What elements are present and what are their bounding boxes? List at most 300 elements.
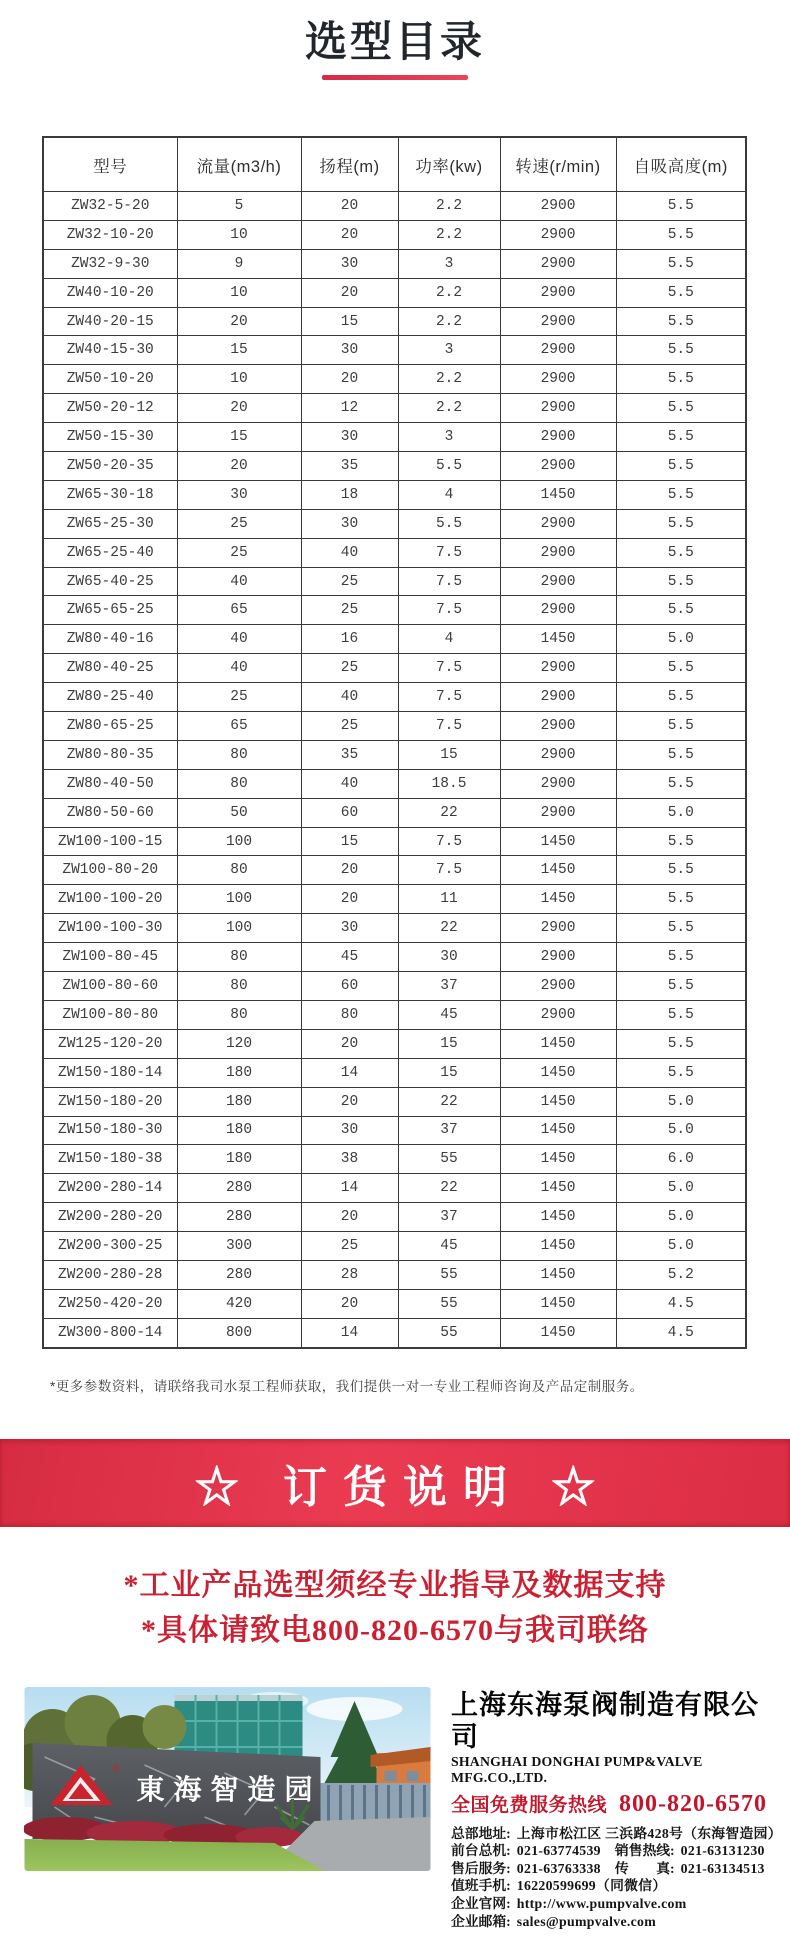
table-cell: 37 — [398, 1116, 500, 1145]
table-cell: 4.5 — [616, 1289, 746, 1318]
table-cell: 22 — [398, 914, 500, 943]
table-cell: ZW200-280-14 — [43, 1174, 177, 1203]
table-cell: ZW32-9-30 — [43, 249, 177, 278]
table-cell: ZW300-800-14 — [43, 1318, 177, 1347]
table-row — [43, 1029, 746, 1058]
table-cell: 2900 — [500, 452, 616, 481]
contact-list — [451, 1825, 782, 1931]
table-cell: 35 — [301, 452, 398, 481]
table-cell: ZW150-180-20 — [43, 1087, 177, 1116]
table-cell: 5.2 — [616, 1260, 746, 1289]
table-cell: 420 — [177, 1289, 301, 1318]
website-link[interactable]: http://www.pumpvalve.com — [516, 1896, 687, 1911]
hotline-label: 全国免费服务热线 — [451, 1794, 608, 1816]
table-cell: ZW100-80-45 — [43, 943, 177, 972]
contact-line — [451, 1895, 782, 1913]
table-cell: 15 — [301, 827, 398, 856]
table-row — [43, 1203, 746, 1232]
table-cell: 1450 — [500, 1289, 616, 1318]
table-cell: 20 — [301, 1203, 398, 1232]
table-cell: 50 — [177, 798, 301, 827]
table-row — [43, 423, 746, 452]
table-cell: 1450 — [500, 1087, 616, 1116]
table-cell: 80 — [177, 1000, 301, 1029]
svg-text:®: ® — [112, 1762, 120, 1773]
table-cell: ZW32-5-20 — [43, 192, 177, 221]
table-cell: 1450 — [500, 827, 616, 856]
table-cell: ZW100-100-30 — [43, 914, 177, 943]
table-row — [43, 1145, 746, 1174]
table-cell: 5.5 — [398, 452, 500, 481]
table-cell: 1450 — [500, 1116, 616, 1145]
table-cell: ZW80-40-16 — [43, 625, 177, 654]
table-cell: 30 — [301, 914, 398, 943]
table-cell: 5.5 — [398, 509, 500, 538]
contact-line — [451, 1877, 782, 1895]
table-row — [43, 1232, 746, 1261]
email-link[interactable]: sales@pumpvalve.com — [516, 1913, 657, 1929]
table-cell: 28 — [301, 1260, 398, 1289]
company-name-cn: 上海东海泵阀制造有限公司 — [451, 1689, 759, 1752]
table-cell: 5.5 — [616, 596, 746, 625]
table-cell: 37 — [398, 1203, 500, 1232]
table-cell: 65 — [177, 712, 301, 741]
table-cell: 4 — [398, 480, 500, 509]
contact-label: 总部地址: — [451, 1825, 511, 1841]
table-cell: 280 — [177, 1203, 301, 1232]
order-notice-line-2: *具体请致电800-820-6570与我司联络 — [141, 1613, 649, 1647]
table-row — [43, 827, 746, 856]
table-cell: 40 — [301, 538, 398, 567]
table-cell: 4.5 — [616, 1318, 746, 1347]
table-cell: ZW100-100-15 — [43, 827, 177, 856]
table-cell: ZW100-80-80 — [43, 1000, 177, 1029]
table-cell: 25 — [177, 538, 301, 567]
table-cell: 3 — [398, 249, 500, 278]
table-cell: 20 — [301, 1289, 398, 1318]
table-cell: 80 — [177, 972, 301, 1001]
table-cell: 55 — [398, 1260, 500, 1289]
table-cell: 5 — [177, 192, 301, 221]
table-cell: 2900 — [500, 249, 616, 278]
table-cell: 40 — [177, 654, 301, 683]
table-cell: 1450 — [500, 1232, 616, 1261]
table-row — [43, 509, 746, 538]
table-cell: 18 — [301, 480, 398, 509]
table-row — [43, 307, 746, 336]
table-cell: 5.5 — [616, 827, 746, 856]
table-header-row — [43, 137, 746, 192]
table-cell: 2900 — [500, 278, 616, 307]
table-cell: 5.5 — [616, 220, 746, 249]
contact-value: 021-63763338 — [516, 1860, 601, 1876]
table-cell: 1450 — [500, 1318, 616, 1347]
table-row — [43, 769, 746, 798]
table-cell: 15 — [398, 1058, 500, 1087]
table-cell: 5.0 — [616, 1232, 746, 1261]
table-cell: 15 — [177, 336, 301, 365]
table-cell: ZW200-280-20 — [43, 1203, 177, 1232]
company-name-en: SHANGHAI DONGHAI PUMP&VALVE MFG.CO.,LTD. — [451, 1753, 703, 1785]
table-cell: ZW150-180-14 — [43, 1058, 177, 1087]
table-row — [43, 1116, 746, 1145]
table-cell: 20 — [177, 394, 301, 423]
table-cell: ZW80-80-35 — [43, 740, 177, 769]
table-cell: 5.5 — [616, 769, 746, 798]
page-title: 选型目录 — [304, 18, 485, 65]
table-cell: 2.2 — [398, 278, 500, 307]
table-cell: ZW32-10-20 — [43, 220, 177, 249]
table-cell: 20 — [301, 885, 398, 914]
photo-gate — [321, 1783, 431, 1821]
table-row — [43, 683, 746, 712]
table-cell: 55 — [398, 1289, 500, 1318]
table-cell: ZW65-25-30 — [43, 509, 177, 538]
table-cell: 2900 — [500, 365, 616, 394]
table-cell: 5.5 — [616, 1029, 746, 1058]
contact-line — [451, 1842, 782, 1860]
contact-label: 企业官网: — [451, 1896, 511, 1911]
table-cell: 7.5 — [398, 538, 500, 567]
table-cell: 15 — [398, 740, 500, 769]
contact-label: 传 真: — [614, 1860, 675, 1876]
service-hotline — [451, 1790, 782, 1818]
table-cell: 120 — [177, 1029, 301, 1058]
table-cell: 25 — [301, 567, 398, 596]
factory-photo — [24, 1687, 431, 1871]
table-row — [43, 567, 746, 596]
contact-line — [451, 1913, 782, 1931]
table-cell: 38 — [301, 1145, 398, 1174]
table-cell: 2.2 — [398, 192, 500, 221]
table-cell: 22 — [398, 1087, 500, 1116]
table-cell: 25 — [301, 712, 398, 741]
table-cell: 180 — [177, 1116, 301, 1145]
table-cell: ZW40-15-30 — [43, 336, 177, 365]
table-cell: 22 — [398, 798, 500, 827]
contact-value: 021-63131230 — [680, 1843, 765, 1859]
table-cell: ZW50-10-20 — [43, 365, 177, 394]
column-header: 转速(r/min) — [500, 137, 616, 192]
table-cell: ZW80-65-25 — [43, 712, 177, 741]
table-cell: 30 — [301, 1116, 398, 1145]
table-cell: 5.5 — [616, 394, 746, 423]
title-section — [0, 0, 790, 80]
contact-value: 021-63774539 — [516, 1843, 601, 1859]
table-cell: 280 — [177, 1260, 301, 1289]
table-cell: 5.5 — [616, 914, 746, 943]
table-cell: 2900 — [500, 192, 616, 221]
table-cell: 2900 — [500, 798, 616, 827]
table-cell: 280 — [177, 1174, 301, 1203]
table-row — [43, 452, 746, 481]
table-cell: 5.0 — [616, 798, 746, 827]
table-row — [43, 1260, 746, 1289]
table-cell: 40 — [177, 625, 301, 654]
table-cell: 1450 — [500, 1029, 616, 1058]
table-row — [43, 1289, 746, 1318]
table-row — [43, 278, 746, 307]
table-cell: 20 — [301, 365, 398, 394]
table-row — [43, 1000, 746, 1029]
table-row — [43, 712, 746, 741]
table-cell: 10 — [177, 278, 301, 307]
table-cell: 1450 — [500, 1058, 616, 1087]
table-cell: 3 — [398, 423, 500, 452]
table-cell: 60 — [301, 798, 398, 827]
table-row — [43, 394, 746, 423]
table-cell: 20 — [301, 856, 398, 885]
table-cell: 55 — [398, 1145, 500, 1174]
table-cell: 5.5 — [616, 972, 746, 1001]
table-cell: 5.5 — [616, 654, 746, 683]
table-cell: 16 — [301, 625, 398, 654]
table-row — [43, 596, 746, 625]
table-cell: 5.5 — [616, 740, 746, 769]
table-cell: 2900 — [500, 567, 616, 596]
table-cell: ZW40-10-20 — [43, 278, 177, 307]
table-cell: 100 — [177, 914, 301, 943]
table-cell: 1450 — [500, 1145, 616, 1174]
table-row — [43, 972, 746, 1001]
table-note: *更多参数资料，请联络我司水泵工程师获取，我们提供一对一专业工程师咨询及产品定制服务。 — [50, 1378, 644, 1394]
table-cell: 5.5 — [616, 278, 746, 307]
table-cell: 180 — [177, 1145, 301, 1174]
table-cell: 15 — [177, 423, 301, 452]
table-cell: 1450 — [500, 1260, 616, 1289]
table-cell: 20 — [301, 220, 398, 249]
table-cell: ZW200-300-25 — [43, 1232, 177, 1261]
table-cell: 5.5 — [616, 452, 746, 481]
table-cell: 20 — [301, 1087, 398, 1116]
table-cell: 40 — [301, 769, 398, 798]
table-cell: 5.0 — [616, 625, 746, 654]
table-cell: 7.5 — [398, 856, 500, 885]
table-cell: 2900 — [500, 943, 616, 972]
table-cell: 30 — [301, 509, 398, 538]
table-cell: 5.5 — [616, 712, 746, 741]
table-cell: ZW50-20-35 — [43, 452, 177, 481]
table-cell: 37 — [398, 972, 500, 1001]
table-cell: 45 — [398, 1000, 500, 1029]
contact-line — [451, 1860, 782, 1878]
table-cell: 1450 — [500, 856, 616, 885]
table-cell: 25 — [301, 596, 398, 625]
table-cell: ZW80-40-50 — [43, 769, 177, 798]
column-header: 流量(m3/h) — [177, 137, 301, 192]
table-cell: ZW100-80-60 — [43, 972, 177, 1001]
table-row — [43, 914, 746, 943]
table-cell: 5.5 — [616, 1000, 746, 1029]
table-row — [43, 365, 746, 394]
order-notice-lines — [0, 1563, 790, 1653]
contact-label: 值班手机: — [451, 1878, 511, 1894]
contact-value: 上海市松江区 三浜路428号（东海智造园） — [516, 1825, 782, 1841]
table-cell: ZW250-420-20 — [43, 1289, 177, 1318]
table-cell: 30 — [301, 249, 398, 278]
footer — [0, 1687, 790, 1931]
table-cell: 45 — [398, 1232, 500, 1261]
table-row — [43, 654, 746, 683]
title-underline — [322, 75, 468, 80]
table-cell: ZW65-25-40 — [43, 538, 177, 567]
table-cell: 2900 — [500, 336, 616, 365]
table-cell: ZW65-40-25 — [43, 567, 177, 596]
table-row — [43, 885, 746, 914]
table-cell: 5.5 — [616, 336, 746, 365]
table-cell: 7.5 — [398, 596, 500, 625]
table-cell: ZW80-40-25 — [43, 654, 177, 683]
table-cell: 5.0 — [616, 1203, 746, 1232]
table-cell: 11 — [398, 885, 500, 914]
contact-value: 16220599699（同微信） — [516, 1878, 667, 1894]
table-row — [43, 1087, 746, 1116]
table-cell: 35 — [301, 740, 398, 769]
table-cell: 6.0 — [616, 1145, 746, 1174]
table-cell: 2900 — [500, 914, 616, 943]
table-row — [43, 856, 746, 885]
table-cell: 2.2 — [398, 394, 500, 423]
table-cell: ZW80-50-60 — [43, 798, 177, 827]
table-cell: 20 — [177, 307, 301, 336]
column-header: 型号 — [43, 137, 177, 192]
table-cell: 100 — [177, 827, 301, 856]
table-row — [43, 625, 746, 654]
contact-label: 售后服务: — [451, 1860, 511, 1876]
table-cell: 25 — [177, 509, 301, 538]
table-cell: ZW40-20-15 — [43, 307, 177, 336]
table-cell: 2900 — [500, 769, 616, 798]
table-cell: 2900 — [500, 509, 616, 538]
table-cell: 2.2 — [398, 365, 500, 394]
table-cell: 5.5 — [616, 192, 746, 221]
table-row — [43, 192, 746, 221]
table-cell: 40 — [301, 683, 398, 712]
table-cell: ZW150-180-30 — [43, 1116, 177, 1145]
table-cell: 20 — [177, 452, 301, 481]
column-header: 自吸高度(m) — [616, 137, 746, 192]
table-cell: 5.5 — [616, 856, 746, 885]
table-cell: 5.5 — [616, 885, 746, 914]
table-cell: 80 — [177, 943, 301, 972]
table-row — [43, 1318, 746, 1347]
hotline-number: 800-820-6570 — [619, 1790, 767, 1817]
contact-line — [451, 1825, 782, 1843]
table-cell: 15 — [301, 307, 398, 336]
company-info — [451, 1687, 782, 1931]
table-cell: ZW65-65-25 — [43, 596, 177, 625]
table-cell: 30 — [301, 336, 398, 365]
table-cell: 2900 — [500, 1000, 616, 1029]
table-row — [43, 249, 746, 278]
table-cell: 3 — [398, 336, 500, 365]
order-notice-line-1: *工业产品选型须经专业指导及数据支持 — [123, 1568, 667, 1602]
wall-sign-text: 東海智造园 — [136, 1773, 322, 1805]
table-cell: 30 — [177, 480, 301, 509]
table-cell: 7.5 — [398, 827, 500, 856]
table-cell: 5.5 — [616, 509, 746, 538]
table-cell: 180 — [177, 1087, 301, 1116]
contact-value: 021-63134513 — [680, 1860, 765, 1876]
table-cell: 5.0 — [616, 1174, 746, 1203]
table-cell: 18.5 — [398, 769, 500, 798]
table-row — [43, 798, 746, 827]
table-cell: ZW125-120-20 — [43, 1029, 177, 1058]
table-cell: 100 — [177, 885, 301, 914]
table-cell: 5.5 — [616, 480, 746, 509]
table-cell: 2900 — [500, 596, 616, 625]
table-cell: 20 — [301, 192, 398, 221]
table-cell: 40 — [177, 567, 301, 596]
table-cell: 300 — [177, 1232, 301, 1261]
table-cell: 80 — [301, 1000, 398, 1029]
table-cell: 2900 — [500, 307, 616, 336]
table-row — [43, 538, 746, 567]
table-cell: 5.5 — [616, 683, 746, 712]
table-cell: ZW65-30-18 — [43, 480, 177, 509]
table-cell: 10 — [177, 220, 301, 249]
table-cell: 2900 — [500, 423, 616, 452]
table-cell: 5.5 — [616, 1058, 746, 1087]
table-cell: ZW100-80-20 — [43, 856, 177, 885]
table-cell: 14 — [301, 1318, 398, 1347]
table-cell: ZW200-280-28 — [43, 1260, 177, 1289]
table-cell: 25 — [301, 1232, 398, 1261]
contact-label: 企业邮箱: — [451, 1913, 511, 1929]
table-cell: 65 — [177, 596, 301, 625]
table-cell: 1450 — [500, 885, 616, 914]
table-cell: 14 — [301, 1174, 398, 1203]
table-cell: 5.5 — [616, 307, 746, 336]
contact-label: 销售热线: — [614, 1843, 675, 1859]
table-cell: 2900 — [500, 394, 616, 423]
order-instructions-banner — [0, 1439, 790, 1527]
table-cell: ZW50-20-12 — [43, 394, 177, 423]
table-row — [43, 220, 746, 249]
table-cell: 2900 — [500, 712, 616, 741]
table-cell: ZW80-25-40 — [43, 683, 177, 712]
table-cell: 7.5 — [398, 683, 500, 712]
table-cell: 1450 — [500, 480, 616, 509]
table-cell: ZW100-100-20 — [43, 885, 177, 914]
table-cell: 9 — [177, 249, 301, 278]
table-cell: 5.5 — [616, 365, 746, 394]
table-cell: 2.2 — [398, 307, 500, 336]
table-cell: 2900 — [500, 683, 616, 712]
table-cell: 20 — [301, 1029, 398, 1058]
table-cell: 80 — [177, 856, 301, 885]
table-cell: 800 — [177, 1318, 301, 1347]
table-cell: 5.5 — [616, 943, 746, 972]
table-row — [43, 740, 746, 769]
table-cell: 2900 — [500, 220, 616, 249]
table-cell: 5.5 — [616, 567, 746, 596]
model-selection-table — [42, 136, 747, 1349]
table-cell: 55 — [398, 1318, 500, 1347]
table-row — [43, 1174, 746, 1203]
table-cell: 1450 — [500, 1174, 616, 1203]
table-cell: ZW50-15-30 — [43, 423, 177, 452]
table-cell: 7.5 — [398, 654, 500, 683]
table-cell: 2.2 — [398, 220, 500, 249]
table-cell: 12 — [301, 394, 398, 423]
table-cell: 5.5 — [616, 249, 746, 278]
column-header: 功率(kw) — [398, 137, 500, 192]
table-cell: 7.5 — [398, 712, 500, 741]
table-cell: 5.5 — [616, 423, 746, 452]
table-cell: 7.5 — [398, 567, 500, 596]
table-cell: 22 — [398, 1174, 500, 1203]
